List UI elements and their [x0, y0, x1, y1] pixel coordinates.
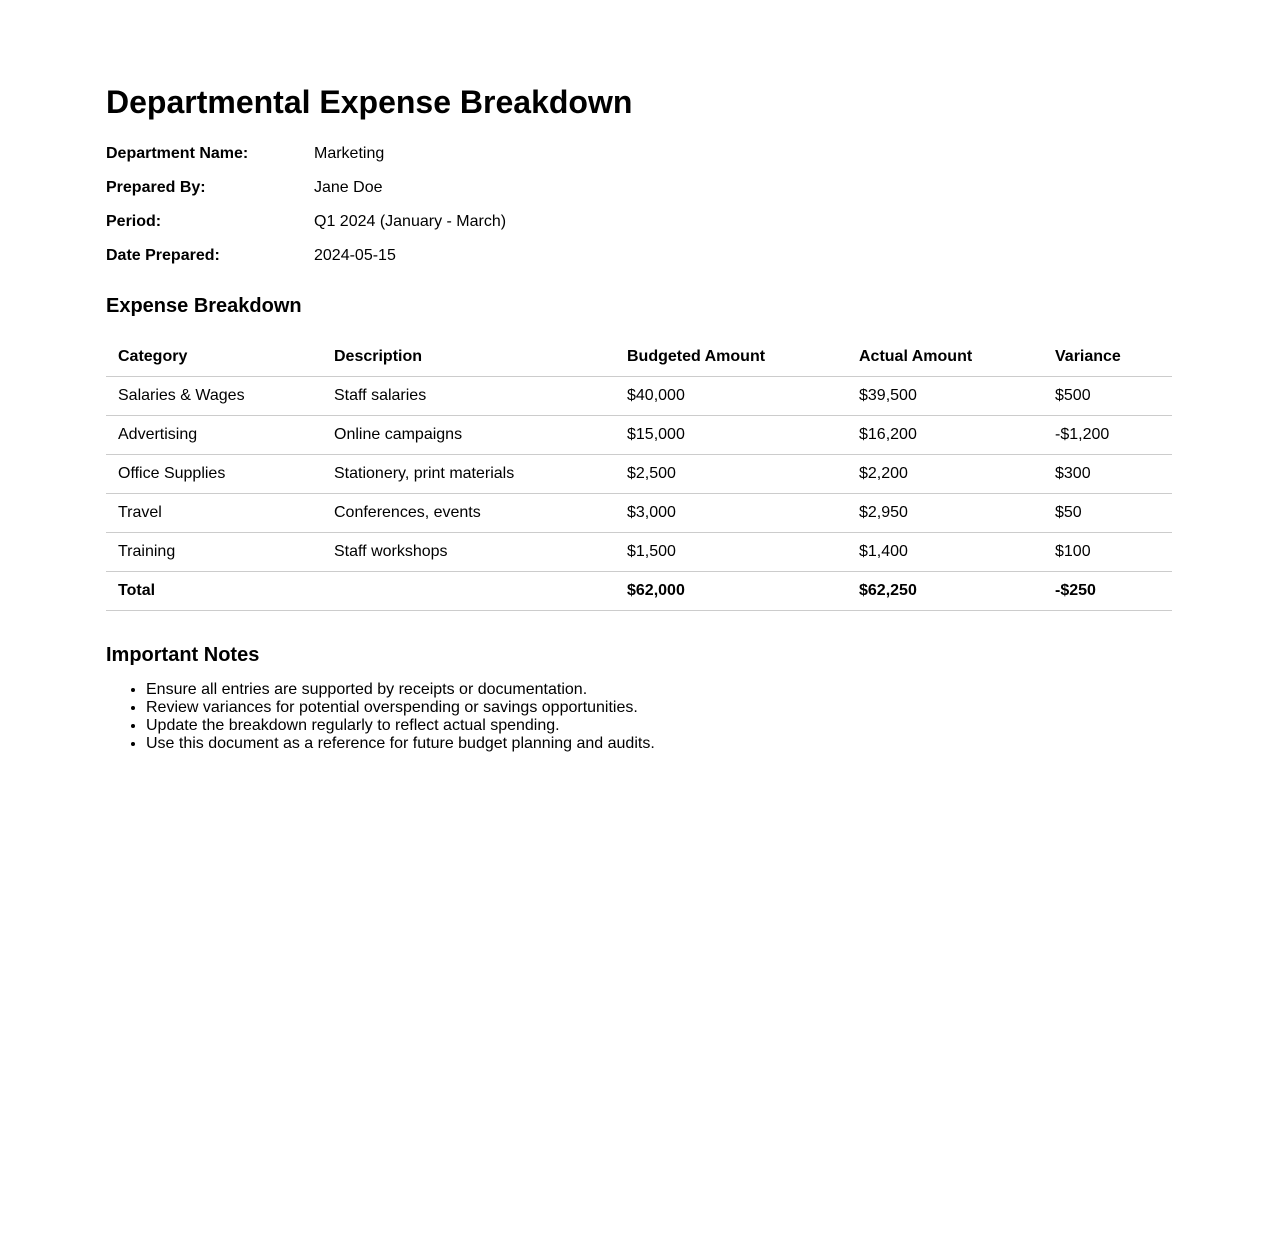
cell-actual-amount: $16,200: [847, 416, 1043, 455]
cell-actual-amount: $2,950: [847, 494, 1043, 533]
cell-variance: $50: [1043, 494, 1172, 533]
meta-value: Marketing: [314, 145, 385, 162]
cell-budgeted-amount: $2,500: [615, 455, 847, 494]
cell-budgeted-amount: $1,500: [615, 533, 847, 572]
table-row: [106, 455, 1172, 494]
total-budgeted-amount: $62,000: [615, 572, 847, 611]
table-row: [106, 377, 1172, 416]
cell-category: Training: [106, 533, 322, 572]
total-description: [322, 572, 615, 611]
table-total-row: [106, 572, 1172, 611]
expense-breakdown-heading: Expense Breakdown: [106, 295, 302, 317]
cell-category: Travel: [106, 494, 322, 533]
cell-description: Staff salaries: [322, 377, 615, 416]
document-meta: [106, 144, 1172, 280]
meta-value: 2024-05-15: [314, 247, 396, 264]
notes-list: [106, 681, 1172, 753]
cell-actual-amount: $1,400: [847, 533, 1043, 572]
meta-label: Department Name:: [106, 145, 249, 162]
cell-budgeted-amount: $40,000: [615, 377, 847, 416]
cell-budgeted-amount: $3,000: [615, 494, 847, 533]
cell-description: Conferences, events: [322, 494, 615, 533]
total-variance: -$250: [1043, 572, 1172, 611]
list-item: • Ensure all entries are supported by receipts or documentation.: [146, 681, 1172, 699]
cell-actual-amount: $39,500: [847, 377, 1043, 416]
meta-row-period: [106, 212, 1172, 246]
column-header-category: Category: [106, 338, 322, 377]
total-actual-amount: $62,250: [847, 572, 1043, 611]
meta-label: Prepared By:: [106, 179, 206, 196]
column-header-variance: Variance: [1043, 338, 1172, 377]
total-label: Total: [106, 572, 322, 611]
meta-label: Date Prepared:: [106, 247, 220, 264]
table-row: [106, 494, 1172, 533]
list-item: • Review variances for potential overspending or savings opportunities.: [146, 699, 1172, 717]
cell-actual-amount: $2,200: [847, 455, 1043, 494]
cell-budgeted-amount: $15,000: [615, 416, 847, 455]
list-item: • Use this document as a reference for future budget planning and audits.: [146, 735, 1172, 753]
expense-table: [106, 338, 1172, 611]
cell-description: Stationery, print materials: [322, 455, 615, 494]
cell-category: Salaries & Wages: [106, 377, 322, 416]
column-header-budgeted-amount: Budgeted Amount: [615, 338, 847, 377]
table-header-row: [106, 338, 1172, 377]
meta-value: Jane Doe: [314, 179, 383, 196]
cell-category: Advertising: [106, 416, 322, 455]
cell-variance: $100: [1043, 533, 1172, 572]
column-header-description: Description: [322, 338, 615, 377]
meta-row-date-prepared: [106, 246, 1172, 280]
table-row: [106, 416, 1172, 455]
cell-description: Online campaigns: [322, 416, 615, 455]
meta-value: Q1 2024 (January - March): [314, 213, 507, 230]
list-item: • Update the breakdown regularly to reflect actual spending.: [146, 717, 1172, 735]
cell-description: Staff workshops: [322, 533, 615, 572]
table-row: [106, 533, 1172, 572]
meta-label: Period:: [106, 213, 162, 230]
cell-variance: -$1,200: [1043, 416, 1172, 455]
cell-category: Office Supplies: [106, 455, 322, 494]
cell-variance: $300: [1043, 455, 1172, 494]
page-title: Departmental Expense Breakdown: [106, 84, 633, 120]
cell-variance: $500: [1043, 377, 1172, 416]
meta-row-department: [106, 144, 1172, 178]
important-notes-heading: Important Notes: [106, 644, 260, 666]
document-page: [106, 0, 1172, 753]
meta-row-prepared-by: [106, 178, 1172, 212]
column-header-actual-amount: Actual Amount: [847, 338, 1043, 377]
